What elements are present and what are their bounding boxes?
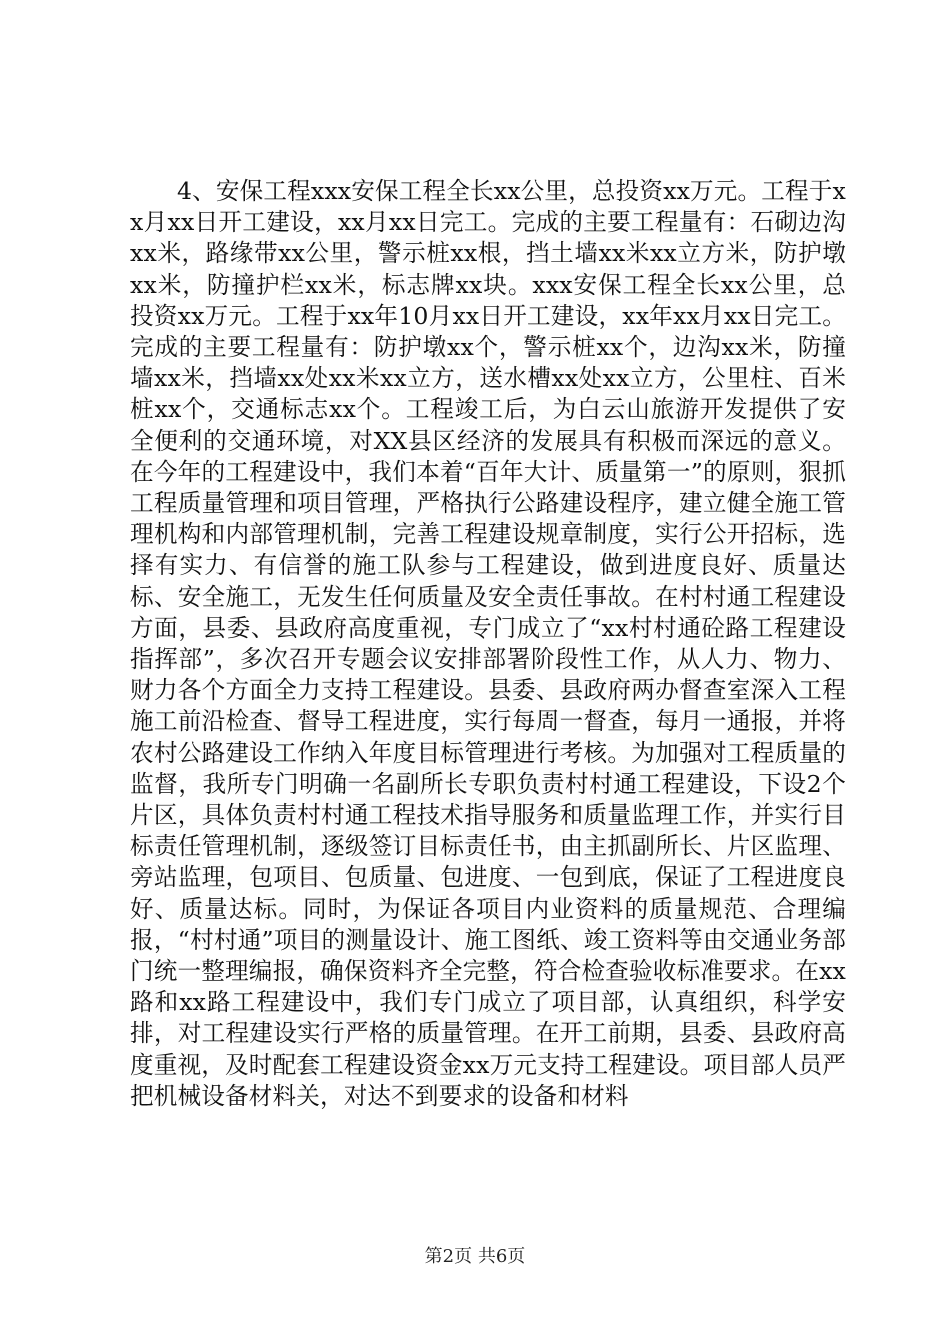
- page-number-footer: 第2页 共6页: [424, 1246, 526, 1267]
- body-paragraph: 4、安保工程xxx安保工程全长xx公里，总投资xx万元。工程于xx月xx日开工建设，xx月xx日完工。完成的主要工程量有：石砌边沟xx米，路缘带xx公里，警示桩xx根，挡土墙xx米xx立方米，防护墩xx米，防撞护栏xx米，标志牌xx块。xxx安保工程全长xx公里，总投资xx万元。工程于xx年10月xx日开工建设，xx年xx月xx日完工。完成的主要工程量有：防护墩xx个，警示桩xx个，边沟xx米，防撞墙xx米，挡墙xx处xx米xx立方，送水槽xx处xx立方，公里柱、百米桩xx个，交通标志xx个。工程竣工后，为白云山旅游开发提供了安全便利的交通环境，对XX县区经济的发展具有积极而深远的意义。在今年的工程建设中，我们本着“百年大计、质量第一”的原则，狠抓工程质量管理和项目管理，严格执行公路建设程序，建立健全施工管理机构和内部管理机制，完善工程建设规章制度，实行公开招标，选择有实力、有信誉的施工队参与工程建设，做到进度良好、质量达标、安全施工，无发生任何质量及安全责任事故。在村村通工程建设方面，县委、县政府高度重视，专门成立了“xx村村通砼路工程建设指挥部”，多次召开专题会议安排部署阶段性工作，从人力、物力、财力各个方面全力支持工程建设。县委、县政府两办督查室深入工程施工前沿检查、督导工程进度，实行每周一督查，每月一通报，并将农村公路建设工作纳入年度目标管理进行考核。为加强对工程质量的监督，我所专门明确一名副所长专职负责村村通工程建设，下设2个片区，具体负责村村通工程技术指导服务和质量监理工作，并实行目标责任管理机制，逐级签订目标责任书，由主抓副所长、片区监理、旁站监理，包项目、包质量、包进度、一包到底，保证了工程进度良好、质量达标。同时，为保证各项目内业资料的质量规范、合理编报，“村村通”项目的测量设计、施工图纸、竣工资料等由交通业务部门统一整理编报，确保资料齐全完整，符合检查验收标准要求。在xx路和xx路工程建设中，我们专门成立了项目部，认真组织，科学安排，对工程建设实行严格的质量管理。在开工前期，县委、县政府高度重视，及时配套工程建设资金xx万元支持工程建设。项目部人员严把机械设备材料关，对达不到要求的设备和材料: [130, 177, 846, 1110]
